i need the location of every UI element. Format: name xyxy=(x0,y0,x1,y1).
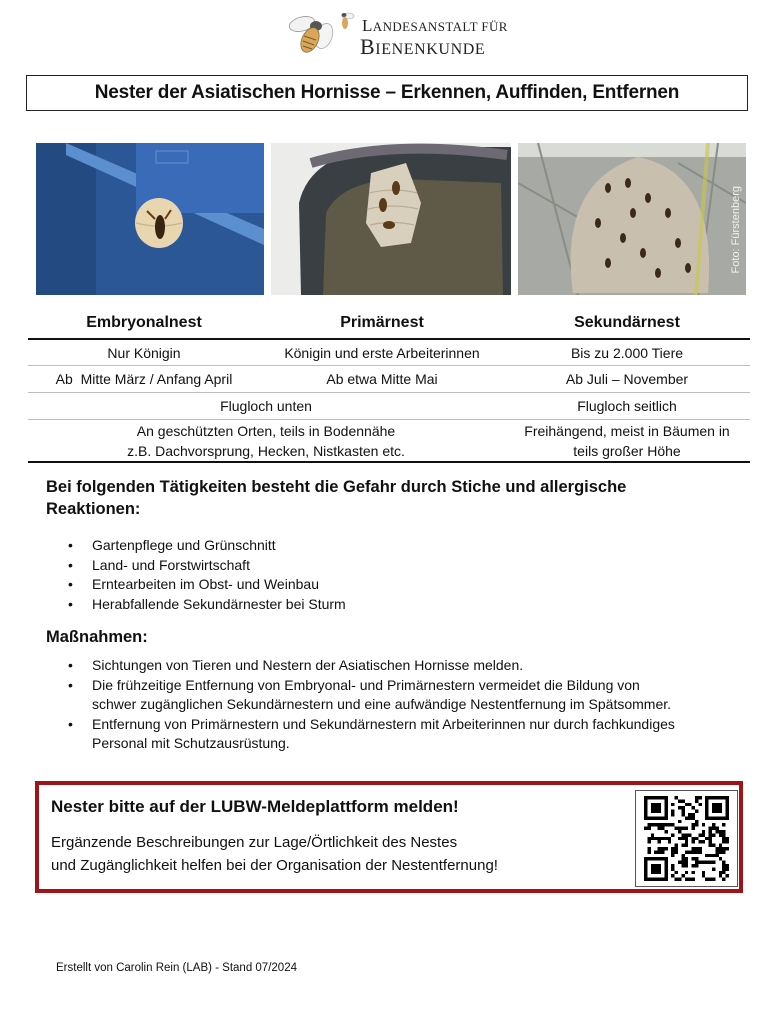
location-secondary-line-1: Freihängend, meist in Bäumen in xyxy=(524,422,730,439)
list-item xyxy=(46,715,746,754)
list-item: • Gartenpflege und Grünschnitt xyxy=(46,536,746,556)
header-primaernest: Primärnest xyxy=(340,314,424,331)
list-item-text: • Die frühzeitige Entfernung von Embryonal- und Primärnestern vermeidet die Bildung von xyxy=(92,676,640,693)
list-item-text: • Entfernung von Primärnestern und Sekundärnestern mit Arbeiterinnen nur durch fachkundiges xyxy=(92,715,675,732)
report-text-line-1: Ergänzende Beschreibungen zur Lage/Örtlichkeit des Nestes xyxy=(51,834,458,851)
location-line-2: z.B. Dachvorsprung, Hecken, Nistkasten etc. xyxy=(127,442,405,459)
risks-heading-line-1: Bei folgenden Tätigkeiten besteht die Gefahr durch Stiche und allergische xyxy=(46,478,627,496)
list-item-text: Sichtungen von Tieren und Nestern der Asiatischen Hornisse melden. xyxy=(92,657,524,673)
table-header-row xyxy=(28,308,750,340)
report-title: Nester bitte auf der LUBW-Meldeplattform melden! xyxy=(51,797,459,816)
table-cell-merged: Flugloch unten xyxy=(220,398,312,414)
photo-credit: Foto: Fürstenberg xyxy=(730,185,742,273)
risks-heading xyxy=(46,476,726,520)
table-row xyxy=(28,366,750,393)
table-cell: Ab Juli – November xyxy=(565,371,689,387)
table-cell: Flugloch seitlich xyxy=(577,398,677,414)
location-secondary-line-2: teils großer Höhe xyxy=(573,442,681,459)
qr-code-icon xyxy=(644,796,729,881)
logo-line-1: LANDESANSTALT FÜR xyxy=(362,16,508,35)
photo-primary-nest xyxy=(271,143,511,295)
measures-heading: Maßnahmen: xyxy=(46,628,148,646)
table-cell: Bis zu 2.000 Tiere xyxy=(570,344,684,361)
photo-embryonal-nest xyxy=(36,143,264,295)
table-row xyxy=(28,393,750,420)
bee-logo-icon xyxy=(288,6,362,60)
risks-heading-line-2: Reaktionen: xyxy=(46,500,141,518)
table-row xyxy=(28,420,750,463)
list-item: • Land- und Forstwirtschaft xyxy=(46,556,746,576)
table-cell: Ab etwa Mitte Mai xyxy=(326,371,438,387)
report-text xyxy=(51,831,498,877)
location-line-1: An geschützten Orten, teils in Bodennähe xyxy=(136,422,396,439)
list-item xyxy=(46,676,746,715)
logo-landesanstalt-bienenkunde xyxy=(288,6,508,60)
list-item: • Herabfallende Sekundärnester bei Sturm xyxy=(46,595,746,615)
header-sekundaernest: Sekundärnest xyxy=(574,314,680,331)
footer-credit: Erstellt von Carolin Rein (LAB) - Stand 07/2024 xyxy=(56,962,297,974)
table-cell: Nur Königin xyxy=(107,344,181,361)
list-item: • Erntearbeiten im Obst- und Weinbau xyxy=(46,575,746,595)
table-row xyxy=(28,340,750,366)
table-cell: Königin und erste Arbeiterinnen xyxy=(284,344,480,361)
nest-comparison-table xyxy=(28,308,750,463)
list-item-text: schwer zugänglichen Sekundärnestern und eine aufwändige Nestentfernung im Spätsommer. xyxy=(92,696,672,712)
header-embryonalnest: Embryonalnest xyxy=(86,314,202,331)
title-box xyxy=(26,75,748,111)
table-cell-merged xyxy=(28,421,504,461)
report-box xyxy=(35,781,743,893)
list-item xyxy=(46,656,746,676)
table-cell: Ab Mitte März / Anfang April xyxy=(55,371,233,387)
photo-secondary-nest xyxy=(518,143,746,295)
qr-code[interactable] xyxy=(635,790,738,887)
logo-line-2: BIENENKUNDE xyxy=(360,34,486,59)
list-item-text: Personal mit Schutzausrüstung. xyxy=(92,735,290,751)
risks-list xyxy=(46,536,746,614)
table-cell xyxy=(504,421,750,461)
report-text-line-2: und Zugänglichkeit helfen bei der Organisation der Nestentfernung! xyxy=(51,857,498,874)
measures-list xyxy=(46,656,746,754)
page-title: Nester der Asiatischen Hornisse – Erkennen, Auffinden, Entfernen xyxy=(94,82,680,103)
